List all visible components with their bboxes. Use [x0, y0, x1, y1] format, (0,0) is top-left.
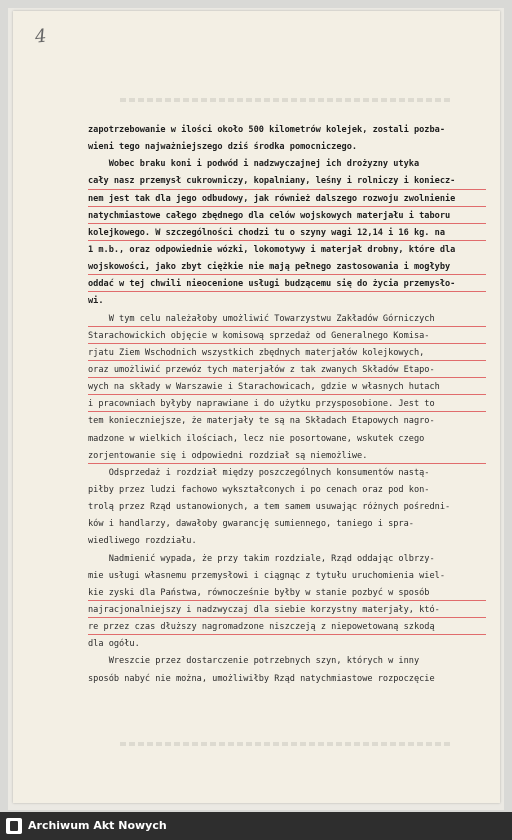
text-line: rjatu Ziem Wschodnich wszystkich zbędnych materjałów kolejkowych, — [88, 345, 496, 362]
text-line: nem jest tak dla jego odbudowy, jak również dalszego rozwoju zwolnienie — [88, 191, 496, 208]
text-line: najracjonalniejszy i nadzwyczaj dla siebie korzystny materjały, któ- — [88, 602, 496, 619]
text-line: kie zyski dla Państwa, równocześnie byłby w stanie pozbyć w sposób — [88, 585, 496, 602]
text-line: dla ogółu. — [88, 639, 140, 650]
text-line: tem konieczniejsze, że materjały te są na Składach Etapowych nagro- — [88, 416, 435, 427]
text-line: Wreszcie przez dostarczenie potrzebnych szyn, których w inny — [88, 656, 420, 667]
text-line: oraz umożliwić przewóz tych materjałów z tak zwanych Składów Etapo- — [88, 362, 496, 379]
text-line: sposób nabyć nie można, umożliwiłby Rząd natychmiastowe rozpoczęcie — [88, 673, 435, 684]
text-line: 1 m.b., oraz odpowiednie wózki, lokomotywy i materjał drobny, które dla — [88, 244, 456, 255]
text-line: wojskowości, jako zbyt ciężkie nie mają pełnego zastosowania i mogłyby — [88, 259, 496, 276]
text-line: re przez czas dłuższy nagromadzone niszczeją z niepowetowaną szkodą — [88, 619, 496, 636]
text-line: Nadmienić wypada, że przy takim rozdziale, Rząd oddając olbrzy- — [88, 553, 435, 564]
text-line: wiedliwego rozdziału. — [88, 536, 197, 547]
archive-logo-icon — [6, 818, 22, 834]
text-line: W tym celu należałoby umożliwić Towarzystwu Zakładów Górniczych — [88, 311, 496, 328]
document-body — [88, 122, 496, 688]
text-line: mie usługi własnemu przemysłowi i ciągnąc z tytułu uruchomienia wiel- — [88, 570, 445, 581]
text-line: wi. — [88, 296, 104, 307]
archive-name: Archiwum Akt Nowych — [28, 819, 167, 832]
bleed-through-mark — [120, 742, 450, 746]
text-line: Wobec braku koni i podwód i nadzwyczajnej ich drożyzny utyka — [88, 159, 420, 170]
page-number-mark: 4 — [33, 25, 48, 48]
text-line: zorjentowanie się i odpowiedni rozdział są niemożliwe. — [88, 448, 496, 465]
text-line: madzone w wielkich ilościach, lecz nie posortowane, wskutek czego — [88, 433, 425, 444]
text-line: wych na składy w Warszawie i Starachowicach, gdzie w własnych hutach — [88, 379, 496, 396]
text-line: zapotrzebowanie w ilości około 500 kilometrów kolejek, zostali pozba- — [88, 125, 445, 135]
text-line: wieni tego najważniejszego dziś środka pomocniczego. — [88, 142, 358, 153]
text-line: Starachowickich objęcie w komisową sprzedaż od Generalnego Komisa- — [88, 328, 496, 345]
archive-footer-bar — [0, 812, 512, 840]
text-line: i pracowniach byłyby naprawiane i do użytku przysposobione. Jest to — [88, 396, 496, 413]
text-line: trolą przez Rząd ustanowionych, a tem samem usuwając różnych pośredni- — [88, 502, 451, 513]
text-line: kolejkowego. W szczególności chodzi tu o szyny wagi 12,14 i 16 kg. na — [88, 225, 496, 242]
text-line: Odsprzedaż i rozdział między poszczególnych konsumentów nastą- — [88, 467, 430, 478]
text-line: piłby przez ludzi fachowo wykształconych i po cenach oraz pod kon- — [88, 484, 430, 495]
bleed-through-mark — [120, 98, 450, 102]
text-line: natychmiastowe całego zbędnego dla celów wojskowych materjału i taboru — [88, 208, 496, 225]
text-line: cały nasz przemysł cukrowniczy, kopalniany, leśny i rolniczy i koniecz- — [88, 173, 496, 190]
text-line: ków i handlarzy, dawałoby gwarancję sumiennego, taniego i spra- — [88, 519, 414, 530]
text-line: oddać w tej chwili nieocenione usługi budzącemu się do życia przemysło- — [88, 276, 496, 293]
